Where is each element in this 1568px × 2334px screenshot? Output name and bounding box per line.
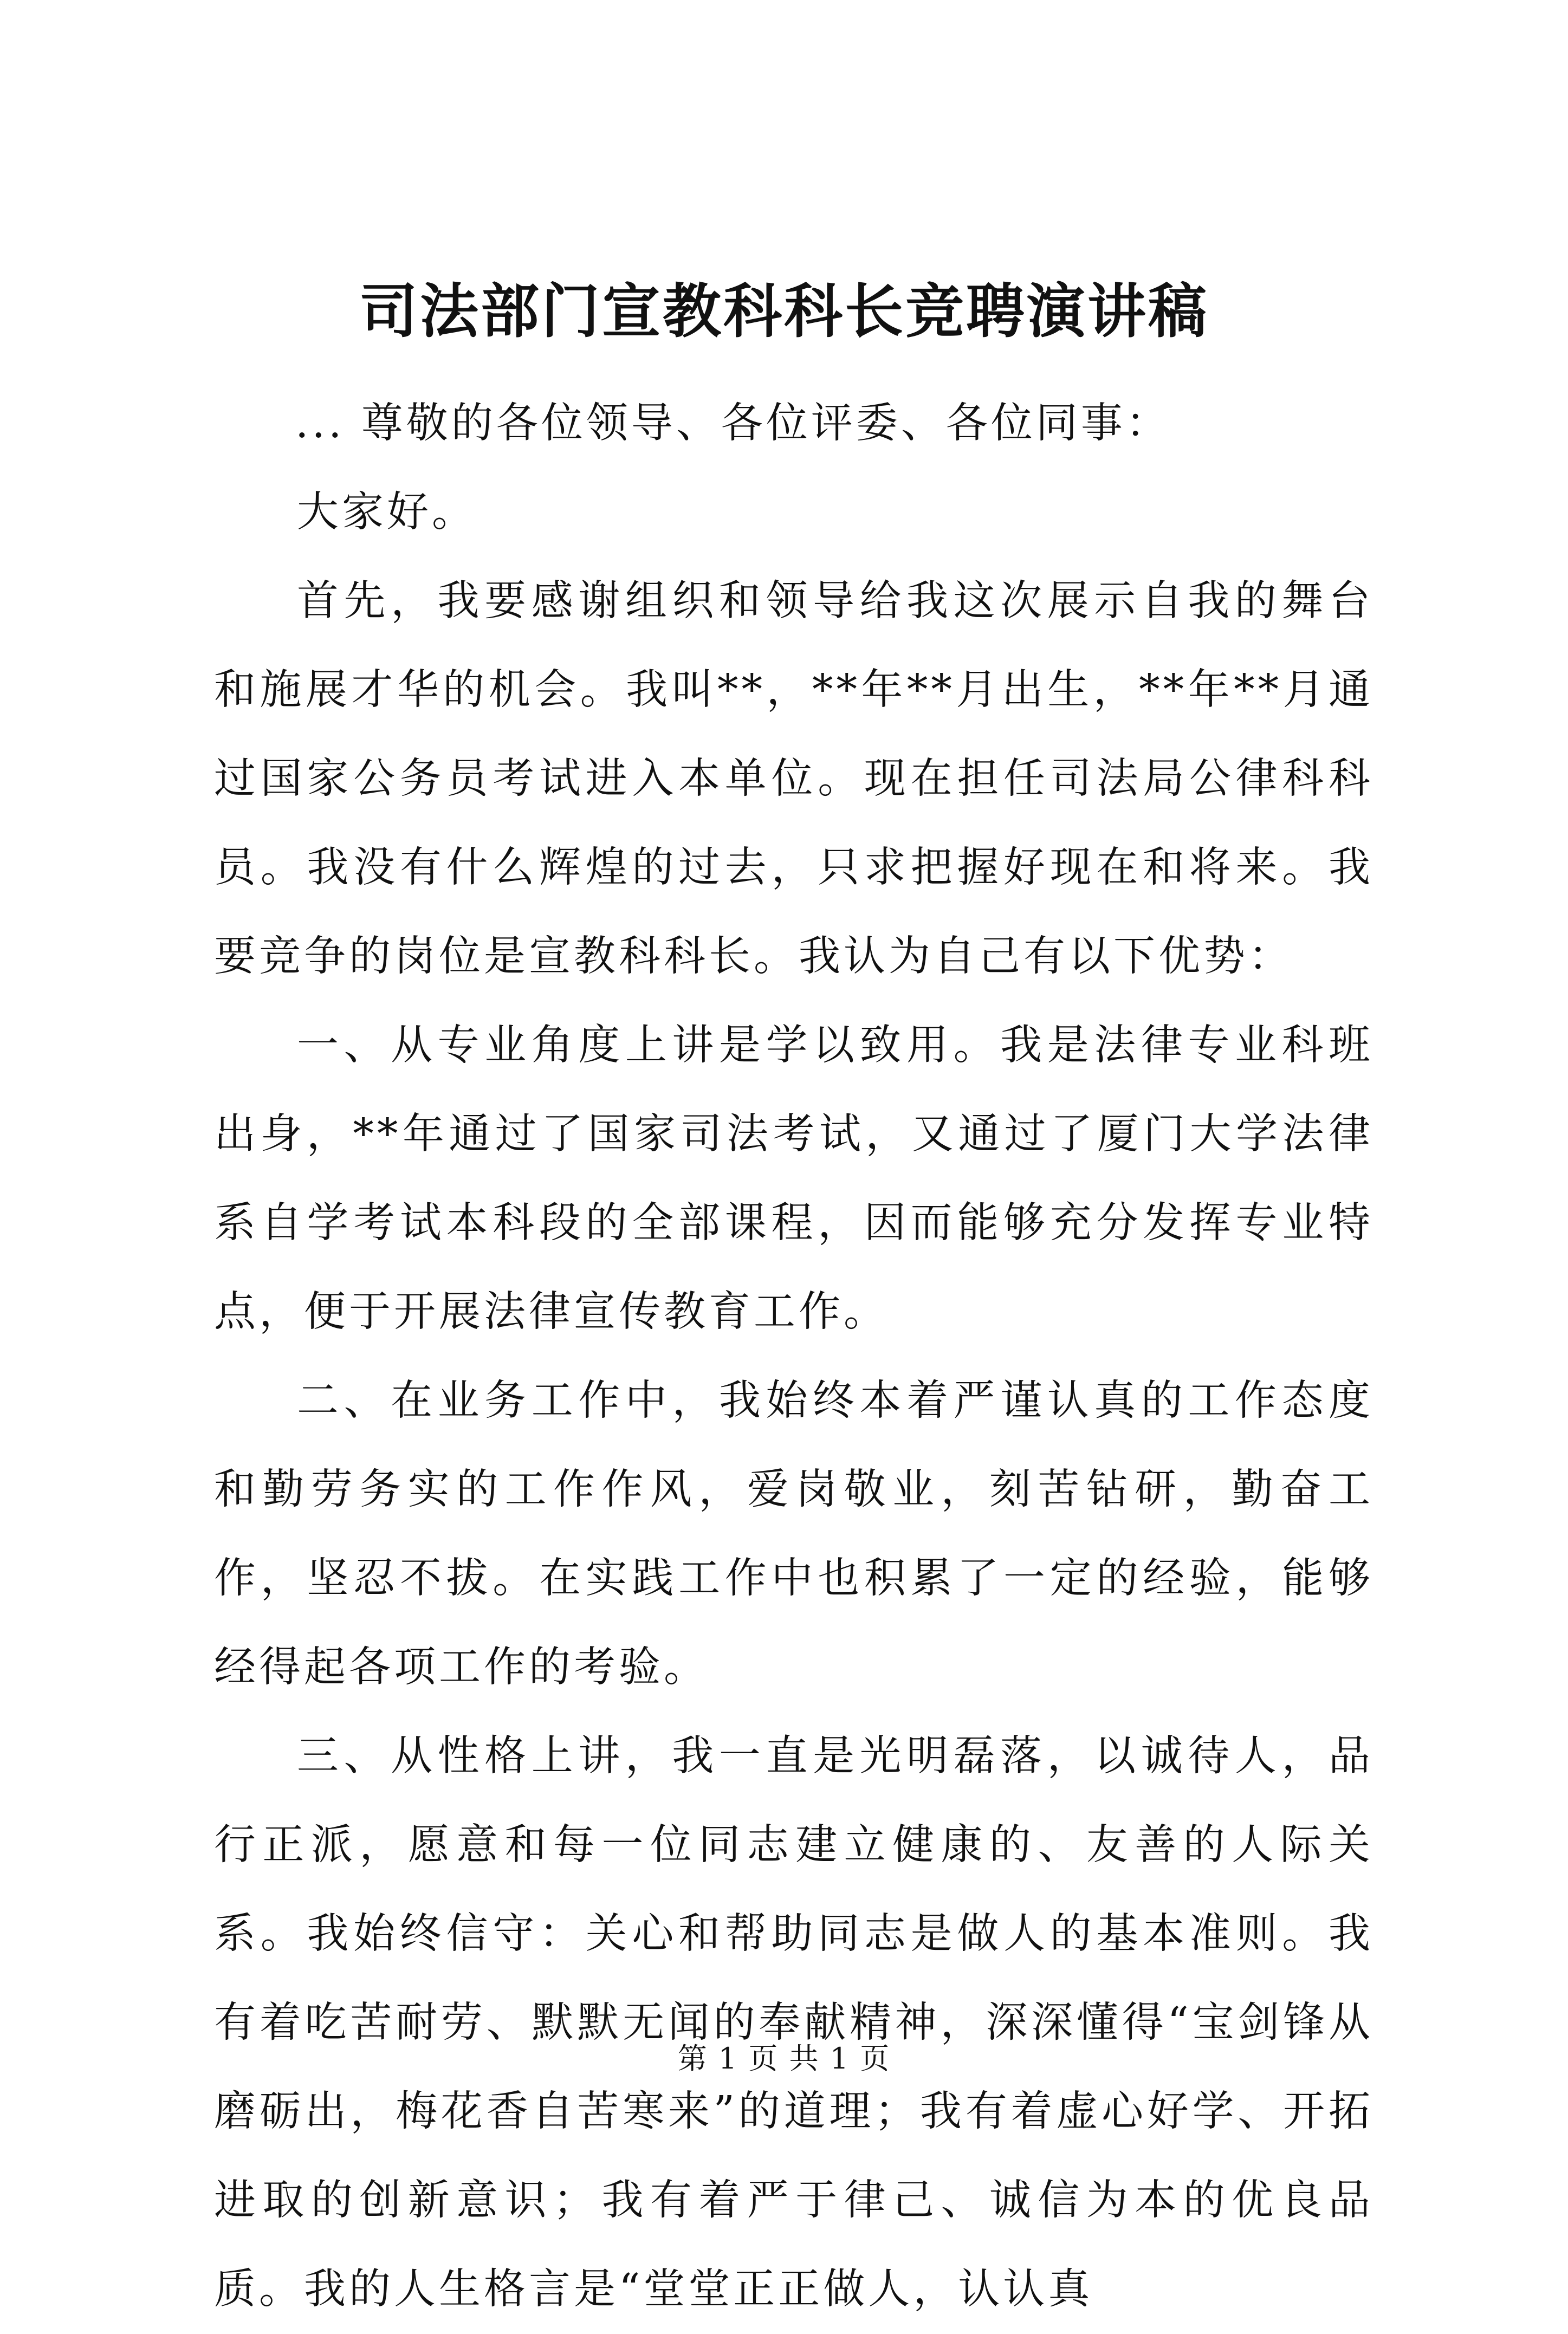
document-title: 司法部门宣教科科长竞聘演讲稿 xyxy=(359,277,1209,346)
advantage-two-paragraph: 二、在业务工作中，我始终本着严谨认真的工作态度和勤劳务实的工作作风，爱岗敬业，刻苦钻研，勤奋工作，坚忍不拔。在实践工作中也积累了一定的经验，能够经得起各项工作的考验。 xyxy=(214,1377,1373,1691)
greeting-paragraph: 大家好。 xyxy=(297,488,477,536)
intro-paragraph: 首先，我要感谢组织和领导给我这次展示自我的舞台和施展才华的机会。我叫**，**年**月出生，**年**月通过国家公务员考试进入本单位。现在担任司法局公律科科员。我没有什么辉煌的过去，只求把握好现在和将来。我要竞争的岗位是宣教科科长。我认为自己有以下优势： xyxy=(214,577,1373,981)
page-number-footer: 第 1 页 共 1 页 xyxy=(677,2041,891,2076)
advantage-three-paragraph: 三、从性格上讲，我一直是光明磊落，以诚待人，品行正派，愿意和每一位同志建立健康的、友善的人际关系。我始终信守：关心和帮助同志是做人的基本准则。我有着吃苦耐劳、默默无闻的奉献精神，深深懂得“宝剑锋从磨砺出，梅花香自苦寒来”的道理；我有着虚心好学、开拓进取的创新意识；我有着严于律己、诚信为本的优良品质。我的人生格言是“堂堂正正做人，认认真 xyxy=(214,1732,1373,2313)
advantage-one-paragraph: 一、从专业角度上讲是学以致用。我是法律专业科班出身，**年通过了国家司法考试，又通过了厦门大学法律系自学考试本科段的全部课程，因而能够充分发挥专业特点，便于开展法律宣传教育工作。 xyxy=(214,1021,1373,1336)
salutation-paragraph: ... 尊敬的各位领导、各位评委、各位同事： xyxy=(295,399,1171,448)
